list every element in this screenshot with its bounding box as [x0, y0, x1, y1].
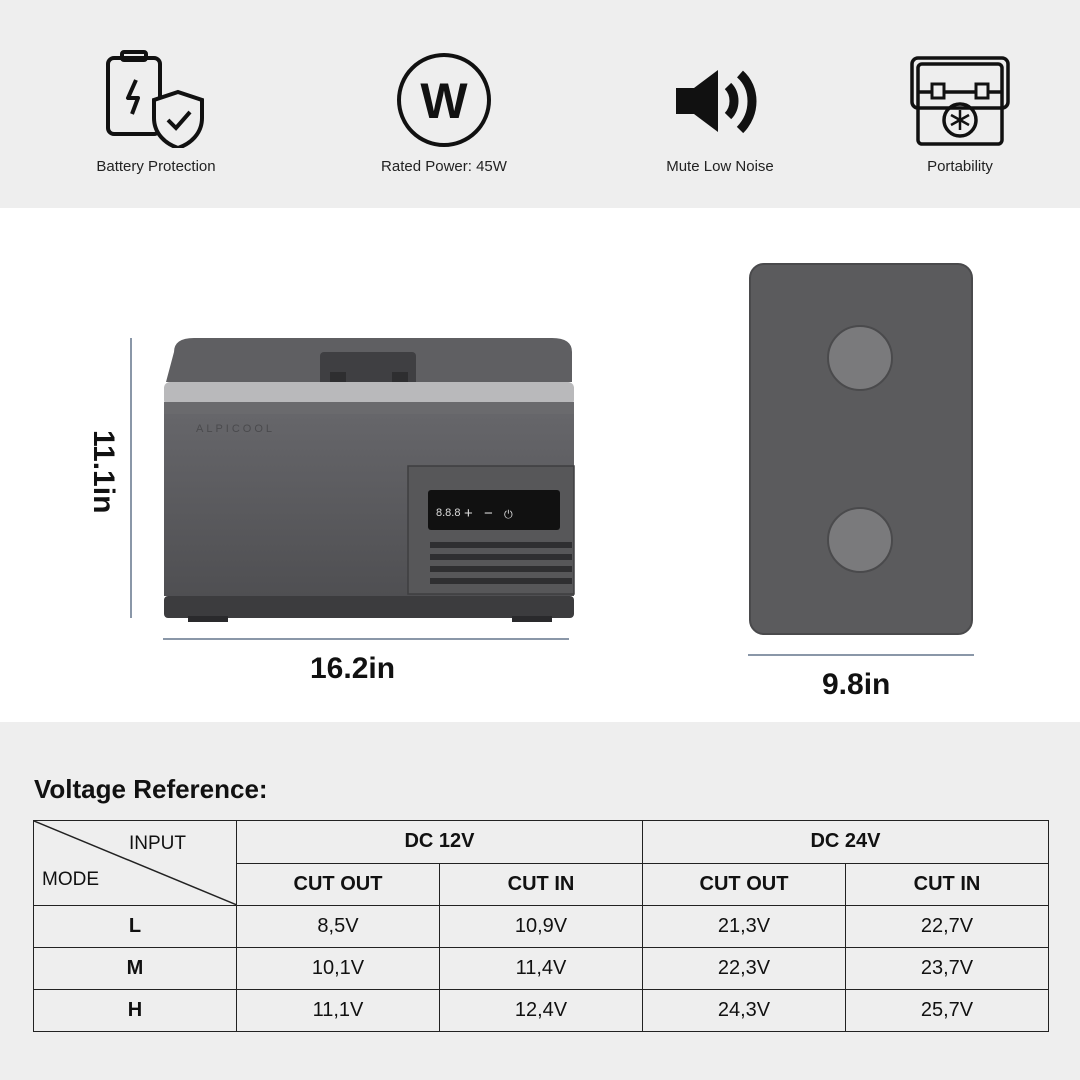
- height-label: 11.1in: [87, 430, 120, 514]
- value-cell: 25,7V: [846, 990, 1049, 1032]
- cooler-front-view: [160, 336, 580, 622]
- group-header: DC 12V: [237, 821, 643, 864]
- corner-header: [34, 821, 237, 906]
- group-header: DC 24V: [643, 821, 1049, 864]
- mode-cell: M: [34, 948, 237, 990]
- voltage-reference-section: [0, 722, 1080, 1080]
- voltage-title: Voltage Reference:: [34, 774, 268, 804]
- value-cell: 21,3V: [643, 906, 846, 948]
- height-dimension-line: [130, 338, 132, 618]
- display-digits: 8.8.8: [436, 507, 461, 519]
- value-cell: 11,4V: [440, 948, 643, 990]
- cooler-top-view: [746, 262, 978, 638]
- value-cell: 22,7V: [846, 906, 1049, 948]
- sub-header: CUT IN: [440, 863, 643, 906]
- feature-label: Mute Low Noise: [666, 158, 774, 175]
- value-cell: 12,4V: [440, 990, 643, 1032]
- value-cell: 22,3V: [643, 948, 846, 990]
- plus-button: +: [464, 505, 473, 522]
- features-band: [0, 0, 1080, 208]
- power-button: ⏻: [504, 508, 513, 521]
- table-row: [34, 990, 1049, 1032]
- value-cell: 10,1V: [237, 948, 440, 990]
- feature-label: Rated Power: 45W: [381, 158, 507, 175]
- corner-input-label: INPUT: [129, 833, 186, 854]
- portable-cooler-icon: [910, 48, 1010, 148]
- brand-logo: ALPICOOL: [196, 423, 276, 435]
- feature-label: Battery Protection: [96, 158, 216, 175]
- table-row: [34, 906, 1049, 948]
- mode-cell: H: [34, 990, 237, 1032]
- depth-label: 9.8in: [822, 668, 891, 701]
- w-icon-letter: W: [420, 73, 468, 129]
- battery-shield-icon: [106, 48, 206, 148]
- speaker-icon: [670, 48, 770, 148]
- mode-cell: L: [34, 906, 237, 948]
- depth-dimension-line: [748, 654, 974, 656]
- width-dimension-line: [163, 638, 569, 640]
- value-cell: 24,3V: [643, 990, 846, 1032]
- feature-label: Portability: [927, 158, 993, 175]
- sub-header: CUT OUT: [237, 863, 440, 906]
- width-label: 16.2in: [310, 652, 396, 685]
- w-circle-icon: [394, 48, 494, 148]
- table-row: [34, 948, 1049, 990]
- product-dimensions: [0, 208, 1080, 722]
- value-cell: 10,9V: [440, 906, 643, 948]
- sub-header: CUT IN: [846, 863, 1049, 906]
- voltage-table: [33, 820, 1049, 1032]
- value-cell: 11,1V: [237, 990, 440, 1032]
- value-cell: 8,5V: [237, 906, 440, 948]
- minus-button: −: [484, 505, 493, 522]
- value-cell: 23,7V: [846, 948, 1049, 990]
- corner-mode-label: MODE: [42, 869, 99, 890]
- sub-header: CUT OUT: [643, 863, 846, 906]
